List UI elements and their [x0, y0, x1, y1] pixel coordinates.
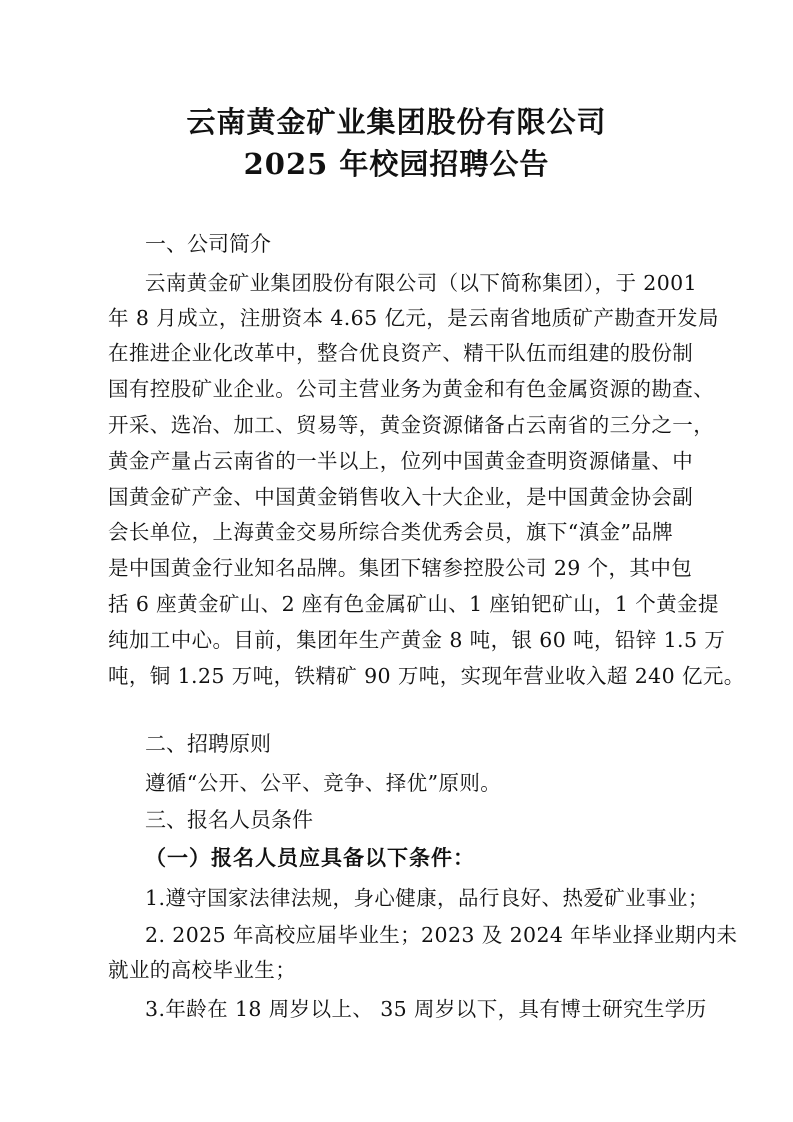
intro-paragraph-line: 吨，铜 1.25 万吨，铁精矿 90 万吨，实现年营业收入超 240 亿元。: [108, 664, 745, 688]
condition-line: 就业的高校毕业生；: [108, 958, 297, 982]
intro-paragraph-line: 年 8 月成立，注册资本 4.65 亿元，是云南省地质矿产勘查开发局: [108, 306, 719, 330]
intro-paragraph-line: 在推进企业化改革中，整合优良资产、精干队伍而组建的股份制: [108, 341, 694, 365]
section-heading-principle: 二、招聘原则: [145, 732, 271, 756]
document-title-line1: 云南黄金矿业集团股份有限公司: [186, 105, 607, 139]
condition-line: 2. 2025 年高校应届毕业生；2023 及 2024 年毕业择业期内未: [145, 923, 738, 947]
document-title-line2: 2025 年校园招聘公告: [243, 147, 550, 181]
intro-paragraph-line: 黄金产量占云南省的一半以上，位列中国黄金查明资源储量、中: [108, 449, 694, 473]
condition-line: 3.年龄在 18 周岁以上、 35 周岁以下，具有博士研究生学历: [145, 997, 707, 1021]
condition-line: 1.遵守国家法律法规，身心健康，品行良好、热爱矿业事业；: [145, 886, 709, 910]
intro-paragraph-line: 国有控股矿业企业。公司主营业务为黄金和有色金属资源的勘查、: [108, 377, 715, 401]
principle-text: 遵循“公开、公平、竞争、择优”原则。: [145, 771, 502, 795]
intro-paragraph-line: 云南黄金矿业集团股份有限公司（以下简称集团），于 2001: [145, 271, 698, 295]
intro-paragraph-line: 是中国黄金行业知名品牌。集团下辖参控股公司 29 个，其中包: [108, 556, 693, 580]
conditions-subheading: （一）报名人员应具备以下条件：: [145, 846, 475, 870]
section-heading-intro: 一、公司简介: [145, 232, 271, 256]
intro-paragraph-line: 纯加工中心。目前，集团年生产黄金 8 吨，银 60 吨，铅锌 1.5 万: [108, 628, 726, 652]
intro-paragraph-line: 开采、选冶、加工、贸易等，黄金资源储备占云南省的三分之一，: [108, 413, 715, 437]
intro-paragraph-line: 会长单位，上海黄金交易所综合类优秀会员，旗下“滇金”品牌: [108, 520, 674, 544]
intro-paragraph-line: 国黄金矿产金、中国黄金销售收入十大企业，是中国黄金协会副: [108, 485, 694, 509]
intro-paragraph-line: 括 6 座黄金矿山、2 座有色金属矿山、1 座铂钯矿山，1 个黄金提: [108, 592, 719, 616]
section-heading-conditions: 三、报名人员条件: [145, 808, 313, 832]
